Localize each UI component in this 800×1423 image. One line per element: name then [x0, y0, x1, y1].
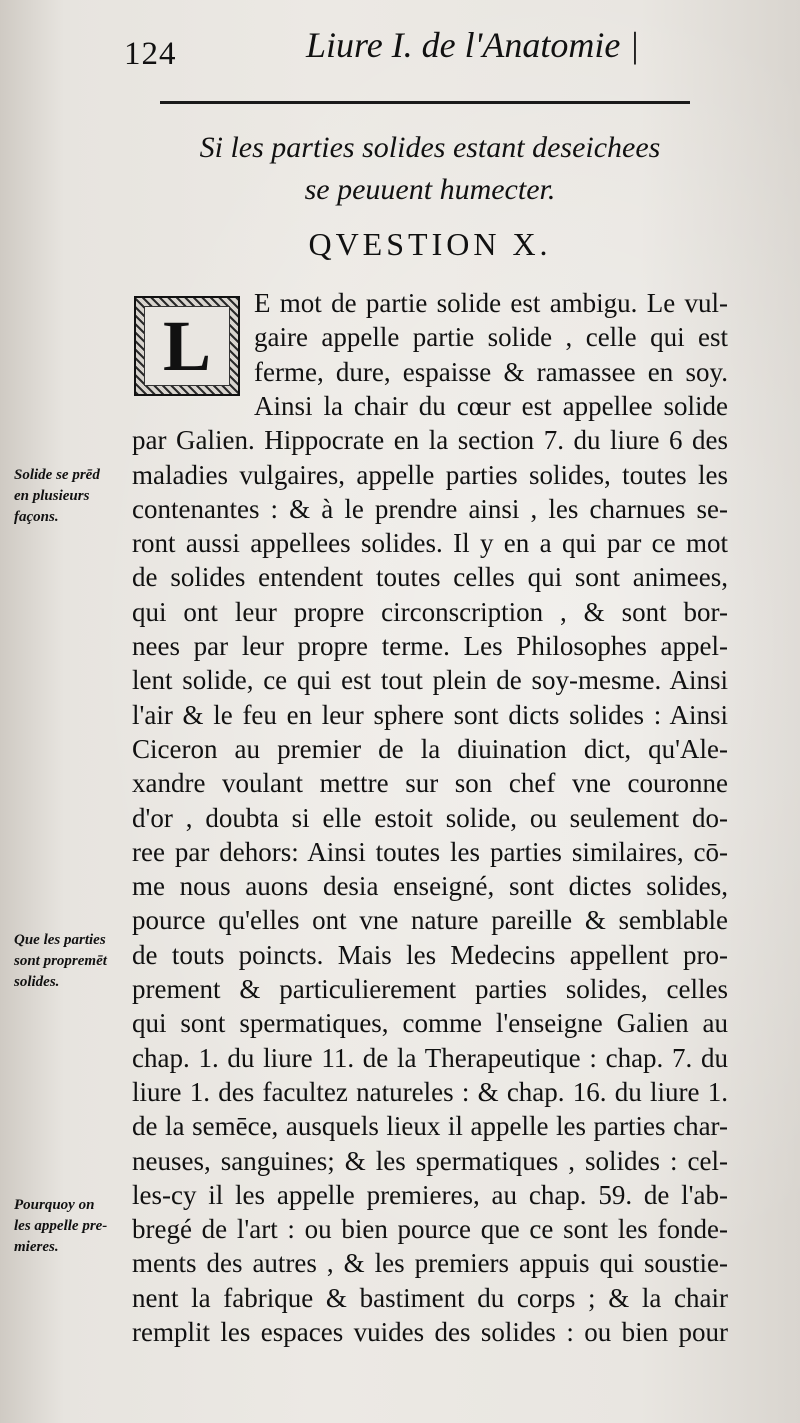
page-header: [0, 14, 800, 84]
margin-note-line: sont propremēt: [14, 953, 107, 969]
body-line: chap. 1. du liure 11. de la Therapeutique : chap. 7. du: [132, 1042, 728, 1073]
body-line: par Galien. Hippocrate en la section 7. du liure 6 des: [132, 425, 728, 456]
chapter-title-line-2: se peuuent humecter.: [304, 173, 556, 206]
margin-note-line: Solide se prēd: [14, 467, 100, 483]
running-title: Liure I. de l'Anatomie |: [306, 25, 640, 65]
drop-cap-letter: L: [144, 306, 230, 386]
body-line: ments des autres , & les premiers appuis qui soustie-: [132, 1248, 728, 1279]
body-line: qui sont spermatiques, comme l'enseigne Galien au: [132, 1008, 728, 1039]
body-line: xandre voulant mettre sur son chef vne couronne: [132, 768, 728, 799]
body-line: prement & particulierement parties solides, celles: [132, 974, 728, 1004]
body-line: lent solide, ce qui est tout plein de soy-mesme. Ainsi: [132, 665, 728, 696]
body-line: maladies vulgaires, appelle parties solides, toutes les: [132, 459, 728, 490]
header-rule: [160, 101, 690, 104]
body-line: d'or , doubta si elle estoit solide, ou seulement do-: [132, 802, 728, 833]
body-line: les-cy il les appelle premieres, au chap. 59. de l'ab-: [132, 1179, 728, 1210]
margin-note-line: les appelle pre-: [14, 1218, 108, 1234]
body-line: qui ont leur propre circonscription , & sont bor-: [132, 596, 728, 627]
body-line: me nous auons desia enseigné, sont dictes solides,: [132, 871, 728, 902]
body-line: neuses, sanguines; & les spermatiques , solides : cel-: [132, 1145, 728, 1176]
body-line: contenantes : & à le prendre ainsi , les charnues se-: [132, 493, 728, 524]
body-line: pource qu'elles ont vne nature pareille & semblable: [132, 905, 728, 936]
body-line: bregé de l'art : ou bien pource que ce sont les fonde-: [132, 1214, 728, 1245]
margin-note-line: en plusieurs: [14, 488, 90, 504]
body-line: ront aussi appellees solides. Il y en a qui par ce mot: [132, 528, 728, 559]
chapter-title-line-1: Si les parties solides estant deseichees: [199, 131, 661, 164]
body-line: E mot de partie solide est ambigu. Le vul-: [254, 288, 728, 318]
page-number: 124: [124, 36, 177, 72]
body-line: l'air & le feu en leur sphere sont dicts solides : Ainsi: [132, 699, 728, 730]
body-line: nent la fabrique & bastiment du corps ; & la chair: [132, 1282, 728, 1313]
margin-note-line: Que les parties: [14, 932, 106, 948]
margin-note-line: Pourquoy on: [14, 1197, 95, 1213]
body-line: de la semēce, ausquels lieux il appelle les parties char-: [132, 1111, 728, 1142]
body-line: ferme, dure, espaisse & ramassee en soy.: [254, 356, 728, 387]
body-line: de touts poincts. Mais les Medecins appellent pro-: [132, 939, 728, 970]
body-line: liure 1. des facultez natureles : & chap. 16. du liure 1.: [132, 1076, 728, 1107]
body-line: Ciceron au premier de la diuination dict, qu'Ale-: [132, 733, 728, 764]
body-line: ree par dehors: Ainsi toutes les parties similaires, cō-: [132, 836, 728, 867]
ornamental-drop-cap: [134, 296, 240, 396]
body-line: remplit les espaces vuides des solides : ou bien pour: [132, 1317, 728, 1347]
margin-note-line: mieres.: [14, 1239, 59, 1255]
body-line: Ainsi la chair du cœur est appellee solide: [254, 390, 728, 421]
margin-note-line: solides.: [14, 974, 60, 990]
body-line: nees par leur propre terme. Les Philosophes appel-: [132, 631, 728, 661]
body-line: gaire appelle partie solide , celle qui est: [254, 322, 728, 353]
body-line: de solides entendent toutes celles qui sont animees,: [132, 562, 728, 593]
question-heading: QVESTION X.: [308, 226, 552, 262]
margin-note-line: façons.: [14, 509, 59, 525]
